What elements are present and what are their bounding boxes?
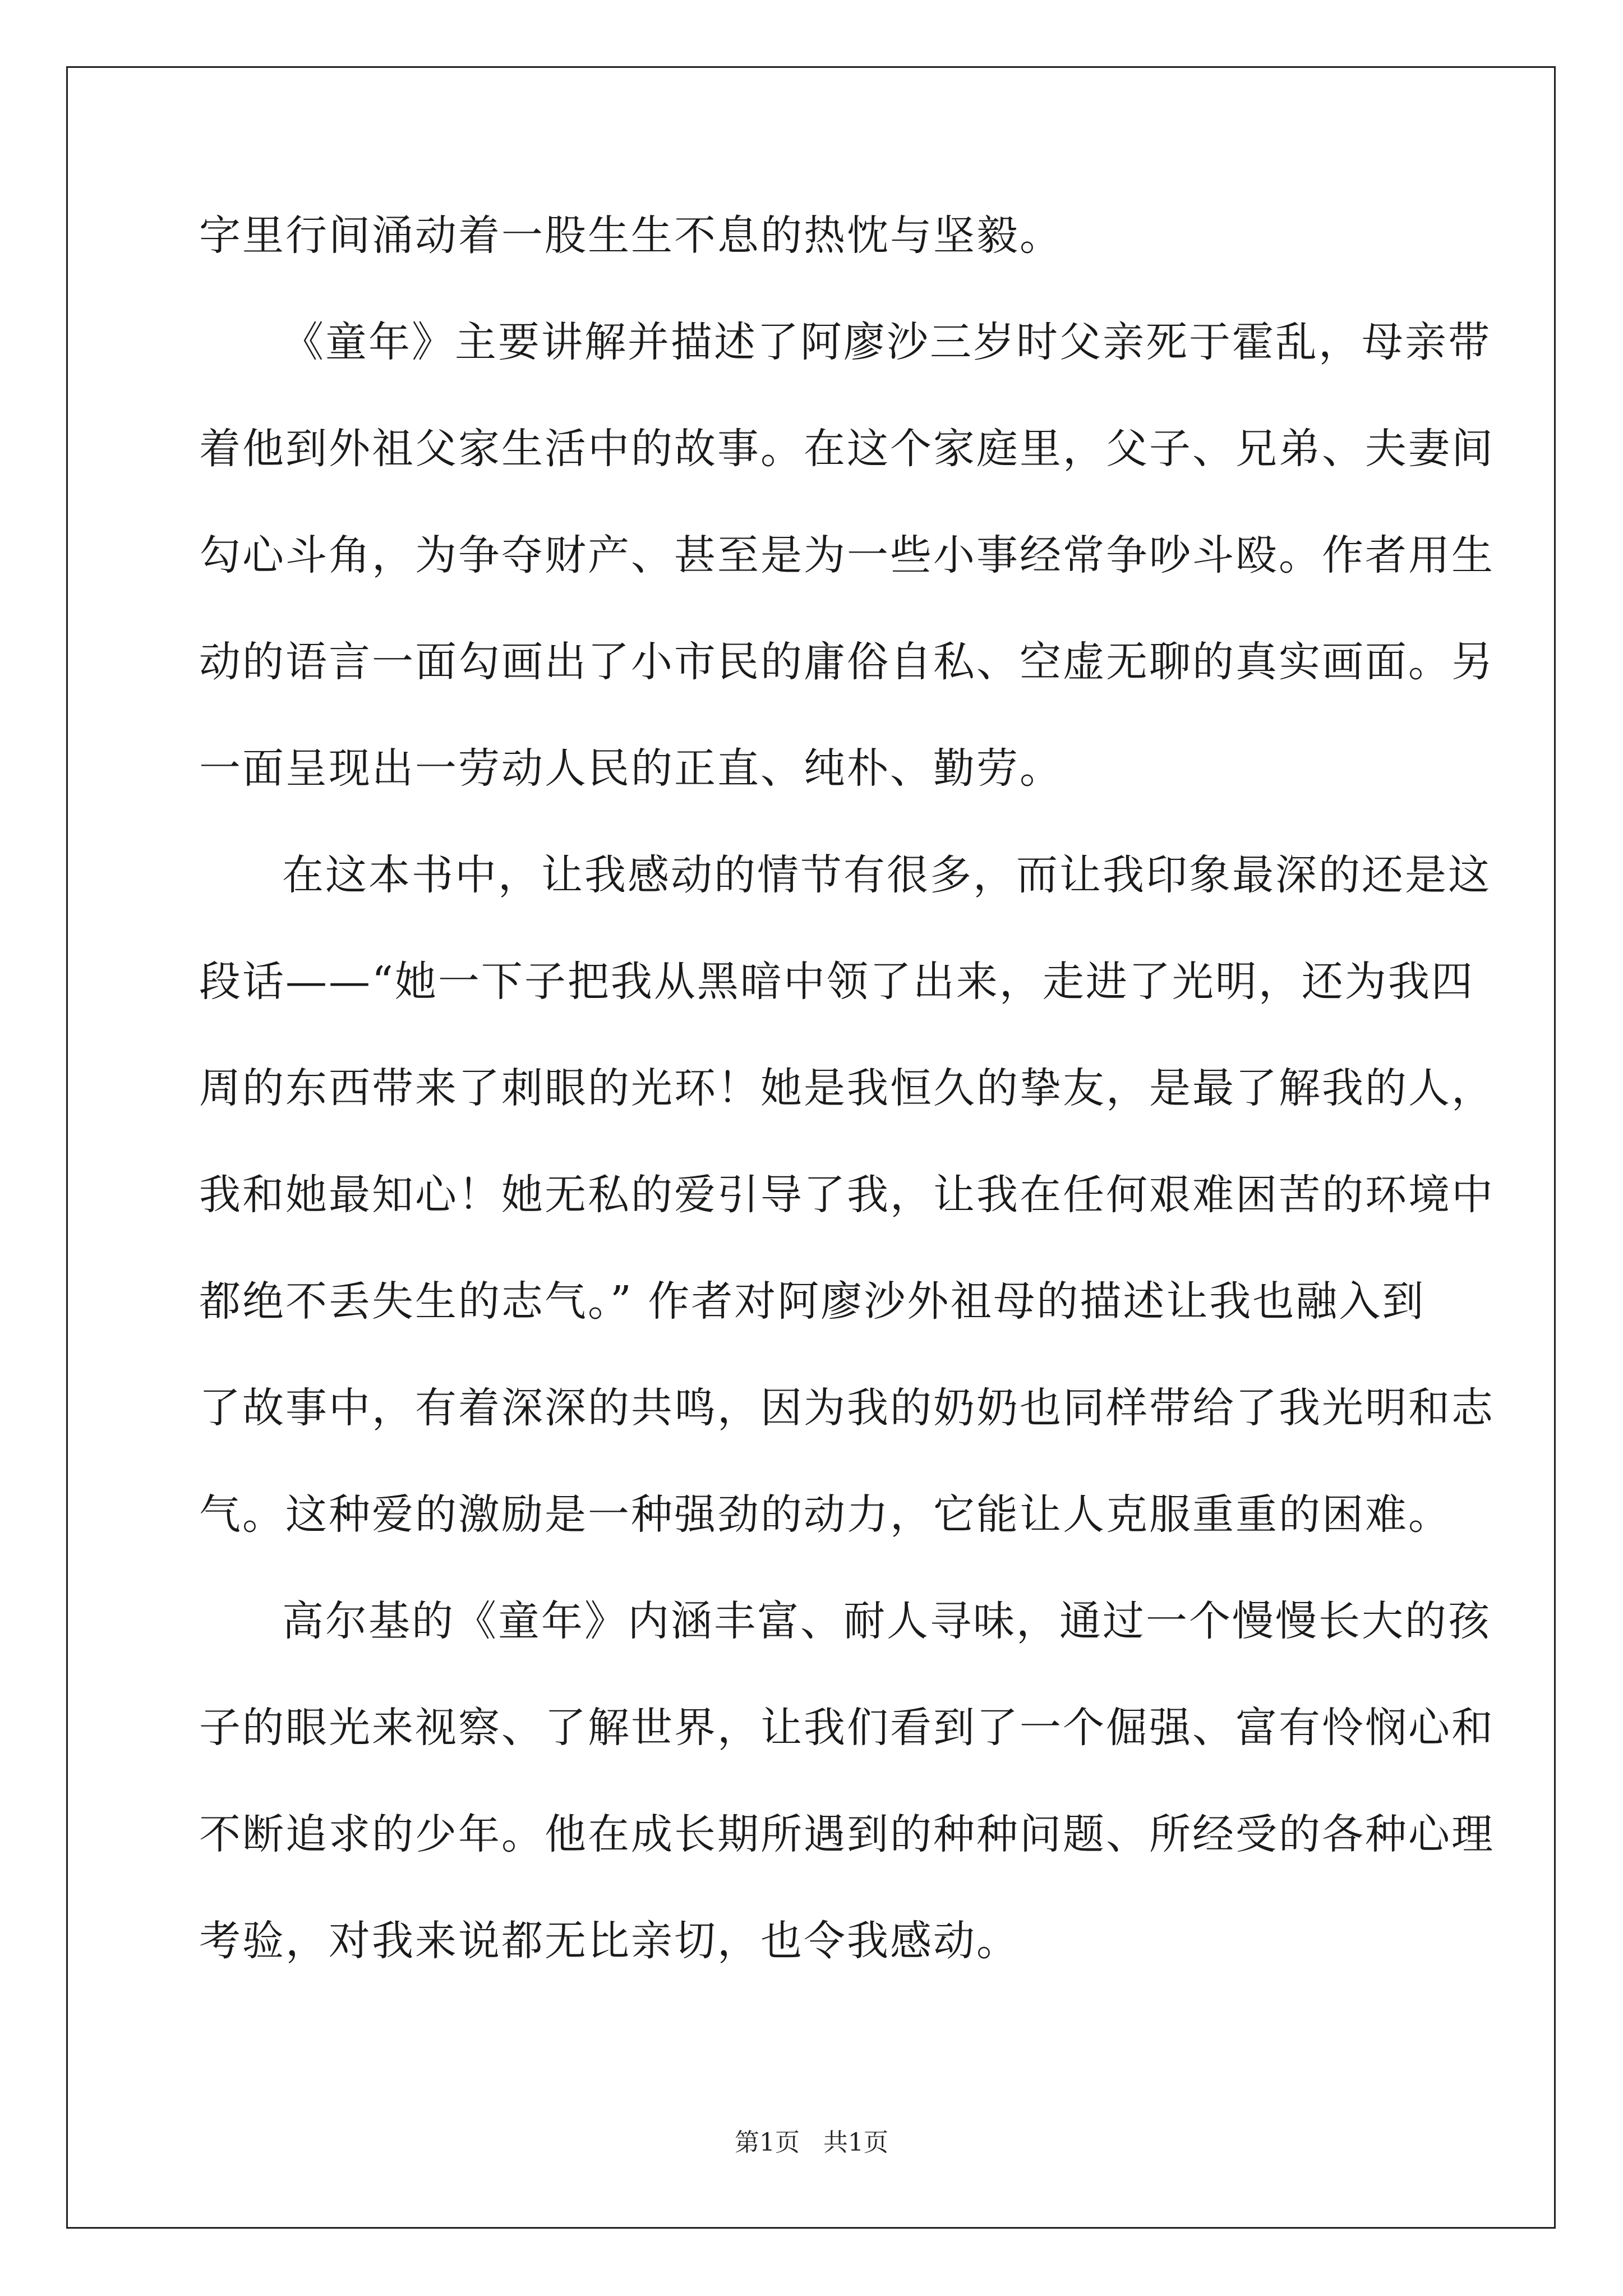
text-line: 动的语言一面勾画出了小市民的庸俗自私、空虚无聊的真实画面。另 xyxy=(199,638,1495,686)
paragraph-start-line: 在这本书中，让我感动的情节有很多，而让我印象最深的还是这 xyxy=(282,851,1491,899)
document-body xyxy=(199,205,1495,2017)
page-footer xyxy=(0,2126,1623,2160)
text-line: 不断追求的少年。他在成长期所遇到的种种问题、所经受的各种心理 xyxy=(199,1810,1495,1858)
paragraph-start-line: 《童年》主要讲解并描述了阿廖沙三岁时父亲死于霍乱，母亲带 xyxy=(282,318,1491,366)
text-line: 气。这种爱的激励是一种强劲的动力，它能让人克服重重的困难。 xyxy=(199,1490,1451,1539)
text-line: 考验，对我来说都无比亲切，也令我感动。 xyxy=(199,1917,1020,1965)
text-line: 了故事中，有着深深的共鸣，因为我的奶奶也同样带给了我光明和志 xyxy=(199,1384,1495,1432)
text-line: 勾心斗角，为争夺财产、甚至是为一些小事经常争吵斗殴。作者用生 xyxy=(199,531,1495,579)
text-line: 字里行间涌动着一股生生不息的热忱与坚毅。 xyxy=(199,211,1063,260)
text-line: 着他到外祖父家生活中的故事。在这个家庭里，父子、兄弟、夫妻间 xyxy=(199,425,1495,473)
text-line: 我和她最知心！她无私的爱引导了我，让我在任何艰难困苦的环境中 xyxy=(199,1171,1495,1219)
text-line: 一面呈现出一劳动人民的正直、纯朴、勤劳。 xyxy=(199,744,1063,793)
page-total: 共1页 xyxy=(823,2128,888,2157)
paragraph-start-line: 高尔基的《童年》内涵丰富、耐人寻味，通过一个慢慢长大的孩 xyxy=(282,1597,1491,1645)
text-line: 子的眼光来视察、了解世界，让我们看到了一个倔强、富有怜悯心和 xyxy=(199,1704,1495,1752)
page-number: 第1页 xyxy=(735,2128,800,2157)
text-line: 段话——“她一下子把我从黑暗中领了出来，走进了光明，还为我四 xyxy=(199,958,1474,1006)
text-line: 周的东西带来了刺眼的光环！她是我恒久的挚友，是最了解我的人， xyxy=(199,1064,1495,1112)
text-line: 都绝不丢失生的志气。” 作者对阿廖沙外祖母的描述让我也融入到 xyxy=(199,1277,1426,1326)
